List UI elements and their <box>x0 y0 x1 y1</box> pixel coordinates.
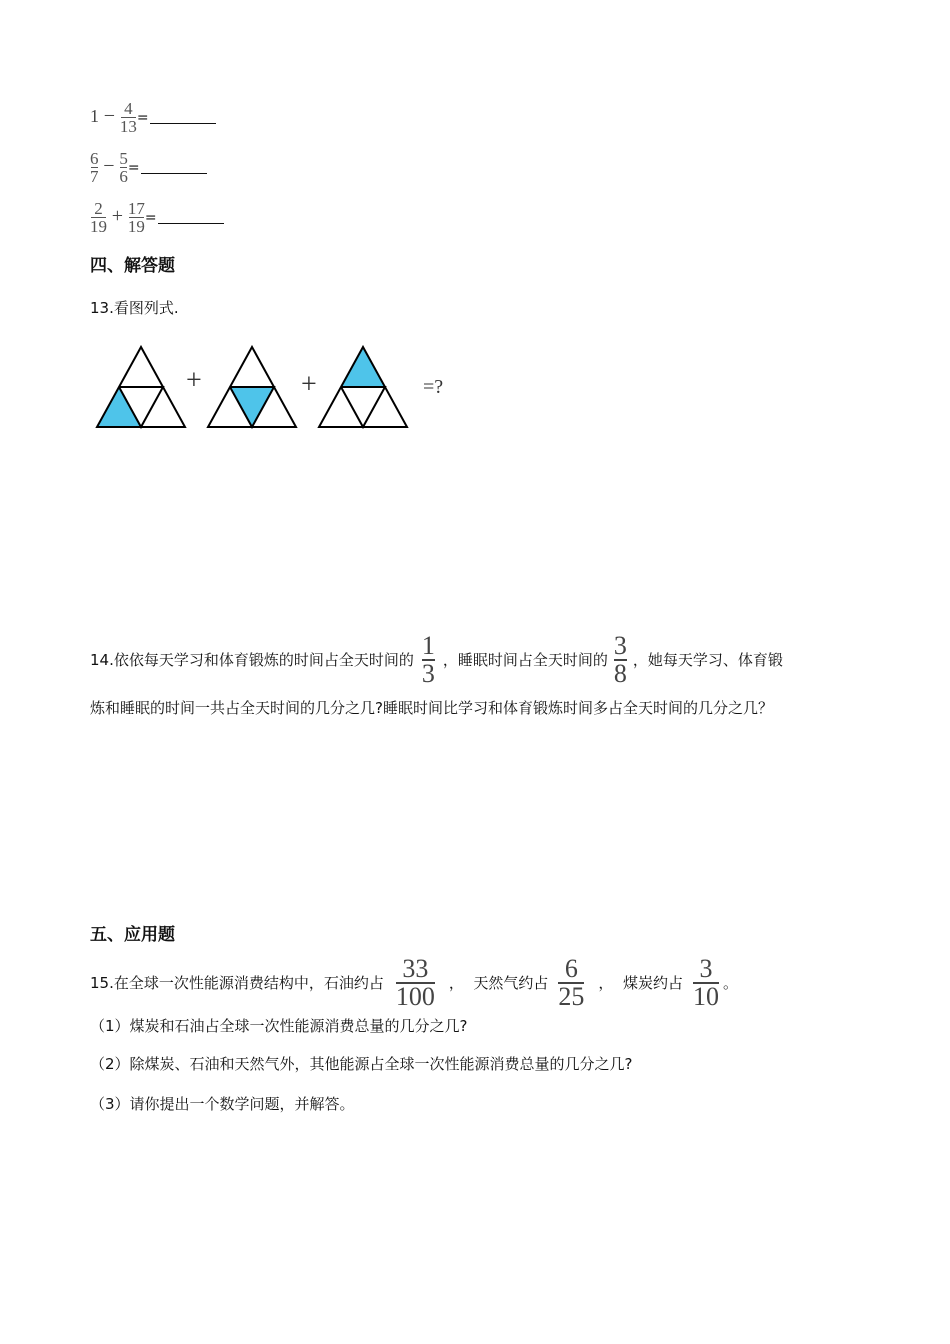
denominator: 19 <box>90 217 107 236</box>
triangle-3-shaded-part <box>341 347 385 387</box>
exercise-1-lead: 1 <box>90 106 99 126</box>
triangle-2 <box>208 347 296 427</box>
plus-sign-2: + <box>301 369 317 400</box>
q14-text-part-1: 14.依依每天学习和体育锻炼的时间占全天时间的 <box>90 651 414 669</box>
q14-text-part-3: ，她每天学习、体育锻 <box>632 651 783 669</box>
q15-text-part-1: 15.在全球一次性能源消费结构中，石油约占 <box>90 974 384 992</box>
numerator: 3 <box>699 954 713 983</box>
question-14-line-2: 炼和睡眠的时间一共占全天时间的几分之几?睡眠时间比学习和体育锻炼时间多占全天时间的几分之几？ <box>90 699 773 717</box>
section-4-heading: 四、解答题 <box>90 256 175 276</box>
q15-text-part-3: ， 煤炭约占 <box>598 974 683 992</box>
minus-sign: − <box>103 155 115 177</box>
denominator: 6 <box>119 167 128 186</box>
numerator: 33 <box>402 954 429 983</box>
question-15-sub-2: （2）除煤炭、石油和天然气外，其他能源占全球一次性能源消费总量的几分之几? <box>90 1055 633 1073</box>
q15-text-part-4: 。 <box>722 974 738 992</box>
denominator: 13 <box>119 117 137 136</box>
denominator: 7 <box>90 167 99 186</box>
minus-sign: − <box>103 105 116 127</box>
numerator: 1 <box>421 631 435 660</box>
answer-blank[interactable] <box>158 211 224 224</box>
numerator: 3 <box>613 631 627 660</box>
numerator: 4 <box>124 99 133 118</box>
fraction-3-8 <box>613 631 627 688</box>
denominator: 8 <box>613 659 627 688</box>
denominator: 3 <box>421 659 435 688</box>
triangle-3 <box>319 347 407 427</box>
triangle-1-shaded-part <box>97 387 141 427</box>
section-5-heading: 五、应用题 <box>90 925 175 945</box>
exercise-3 <box>90 200 224 235</box>
q14-text-part-2: ，睡眠时间占全天时间的 <box>442 651 608 669</box>
numerator: 2 <box>94 199 103 218</box>
denominator: 19 <box>127 217 145 236</box>
equals-sign: = <box>136 110 149 126</box>
question-13-text: 13.看图列式. <box>90 299 179 317</box>
numerator: 6 <box>90 149 99 168</box>
question-14-line-1 <box>90 631 783 688</box>
equals-sign: = <box>144 210 157 226</box>
exercise-2 <box>90 150 207 185</box>
triangle-2-shaded-part <box>230 387 274 427</box>
numerator: 5 <box>119 149 128 168</box>
question-15-sub-1: （1）煤炭和石油占全球一次性能源消费总量的几分之几? <box>90 1017 468 1035</box>
fraction-4-13 <box>120 100 137 135</box>
equals-sign: = <box>127 160 140 176</box>
denominator: 100 <box>395 982 435 1011</box>
fraction-6-25 <box>558 954 585 1011</box>
plus-sign-1: + <box>186 365 202 396</box>
equals-question: =? <box>423 376 444 398</box>
exercise-1 <box>90 100 216 135</box>
numerator: 17 <box>127 199 145 218</box>
answer-blank[interactable] <box>150 111 216 124</box>
numerator: 6 <box>564 954 578 983</box>
question-15-line-1 <box>90 954 738 1011</box>
fraction-33-100 <box>395 954 435 1011</box>
triangle-1 <box>97 347 185 427</box>
fraction-17-19 <box>128 200 145 235</box>
q15-text-part-2: ， 天然气约占 <box>448 974 549 992</box>
denominator: 10 <box>692 982 719 1011</box>
fraction-3-10 <box>692 954 719 1011</box>
fraction-1-3 <box>421 631 435 688</box>
denominator: 25 <box>558 982 585 1011</box>
fraction-6-7 <box>90 150 99 185</box>
triangle-figure <box>95 343 455 433</box>
fraction-2-19 <box>90 200 107 235</box>
question-15-sub-3: （3）请你提出一个数学问题，并解答。 <box>90 1095 355 1113</box>
fraction-5-6 <box>119 150 128 185</box>
plus-sign: + <box>111 205 124 227</box>
answer-blank[interactable] <box>141 161 207 174</box>
